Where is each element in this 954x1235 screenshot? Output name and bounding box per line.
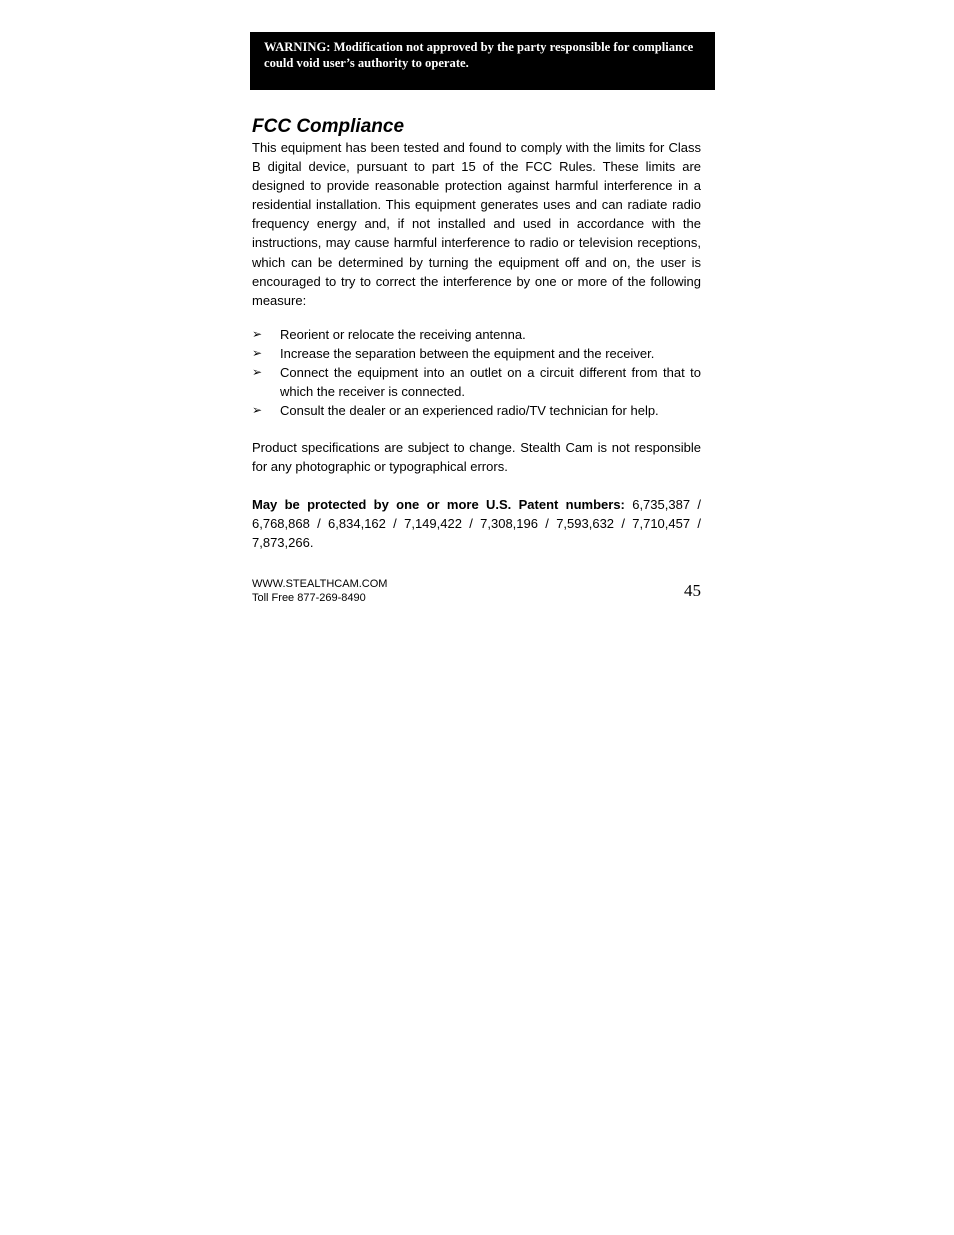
footer-url: WWW.STEALTHCAM.COM xyxy=(252,578,388,590)
patent-label: May be protected by one or more U.S. Patent numbers: xyxy=(252,496,625,512)
arrow-bullet-icon: ➢ xyxy=(252,345,263,360)
list-item-text: Reorient or relocate the receiving antenna. xyxy=(280,326,526,342)
arrow-bullet-icon: ➢ xyxy=(252,326,263,341)
intro-paragraph: This equipment has been tested and found to comply with the limits for Class B digital device, pursuant to part 15 of the FCC Rules. These limits are designed to provide reasonable protection against harmful interference in a residential installation. This equipment generates uses and can radiate radio frequency energy and, if not installed and used in accordance with the instructions, may cause harmful interference to radio or television receptions, which can be determined by turning the equipment off and on, the user is encouraged to try to correct the interference by one or more of the following measure: xyxy=(252,140,701,308)
page-number: 45 xyxy=(684,581,701,600)
list-item-text: Consult the dealer or an experienced radio/TV technician for help. xyxy=(280,403,659,419)
list-item xyxy=(252,401,701,420)
page-footer xyxy=(252,578,701,608)
arrow-bullet-icon: ➢ xyxy=(252,403,263,418)
arrow-bullet-icon: ➢ xyxy=(252,365,263,380)
list-item xyxy=(252,325,701,344)
list-item-text: Connect the equipment into an outlet on a circuit different from that to which the receiver is connected. xyxy=(280,365,701,400)
list-item-text: Increase the separation between the equipment and the receiver. xyxy=(280,345,655,361)
fcc-compliance-section xyxy=(252,114,701,552)
footer-phone: Toll Free 877-269-8490 xyxy=(252,591,366,604)
list-item xyxy=(252,363,701,401)
patent-numbers: 6,735,387 / 6,768,868 / 6,834,162 / 7,149,422 / 7,308,196 / 7,593,632 / 7,710,457 / 7,873,266. xyxy=(252,496,701,550)
patent-paragraph xyxy=(252,495,701,552)
specifications-disclaimer: Product specifications are subject to change. Stealth Cam is not responsible for any photographic or typographical errors. xyxy=(252,440,701,475)
warning-box xyxy=(250,32,715,90)
measures-list xyxy=(252,325,701,420)
section-title: FCC Compliance xyxy=(252,116,405,137)
list-item xyxy=(252,344,701,363)
warning-text: WARNING: Modification not approved by the party responsible for compliance could void user’s authority to operate. xyxy=(264,40,694,70)
